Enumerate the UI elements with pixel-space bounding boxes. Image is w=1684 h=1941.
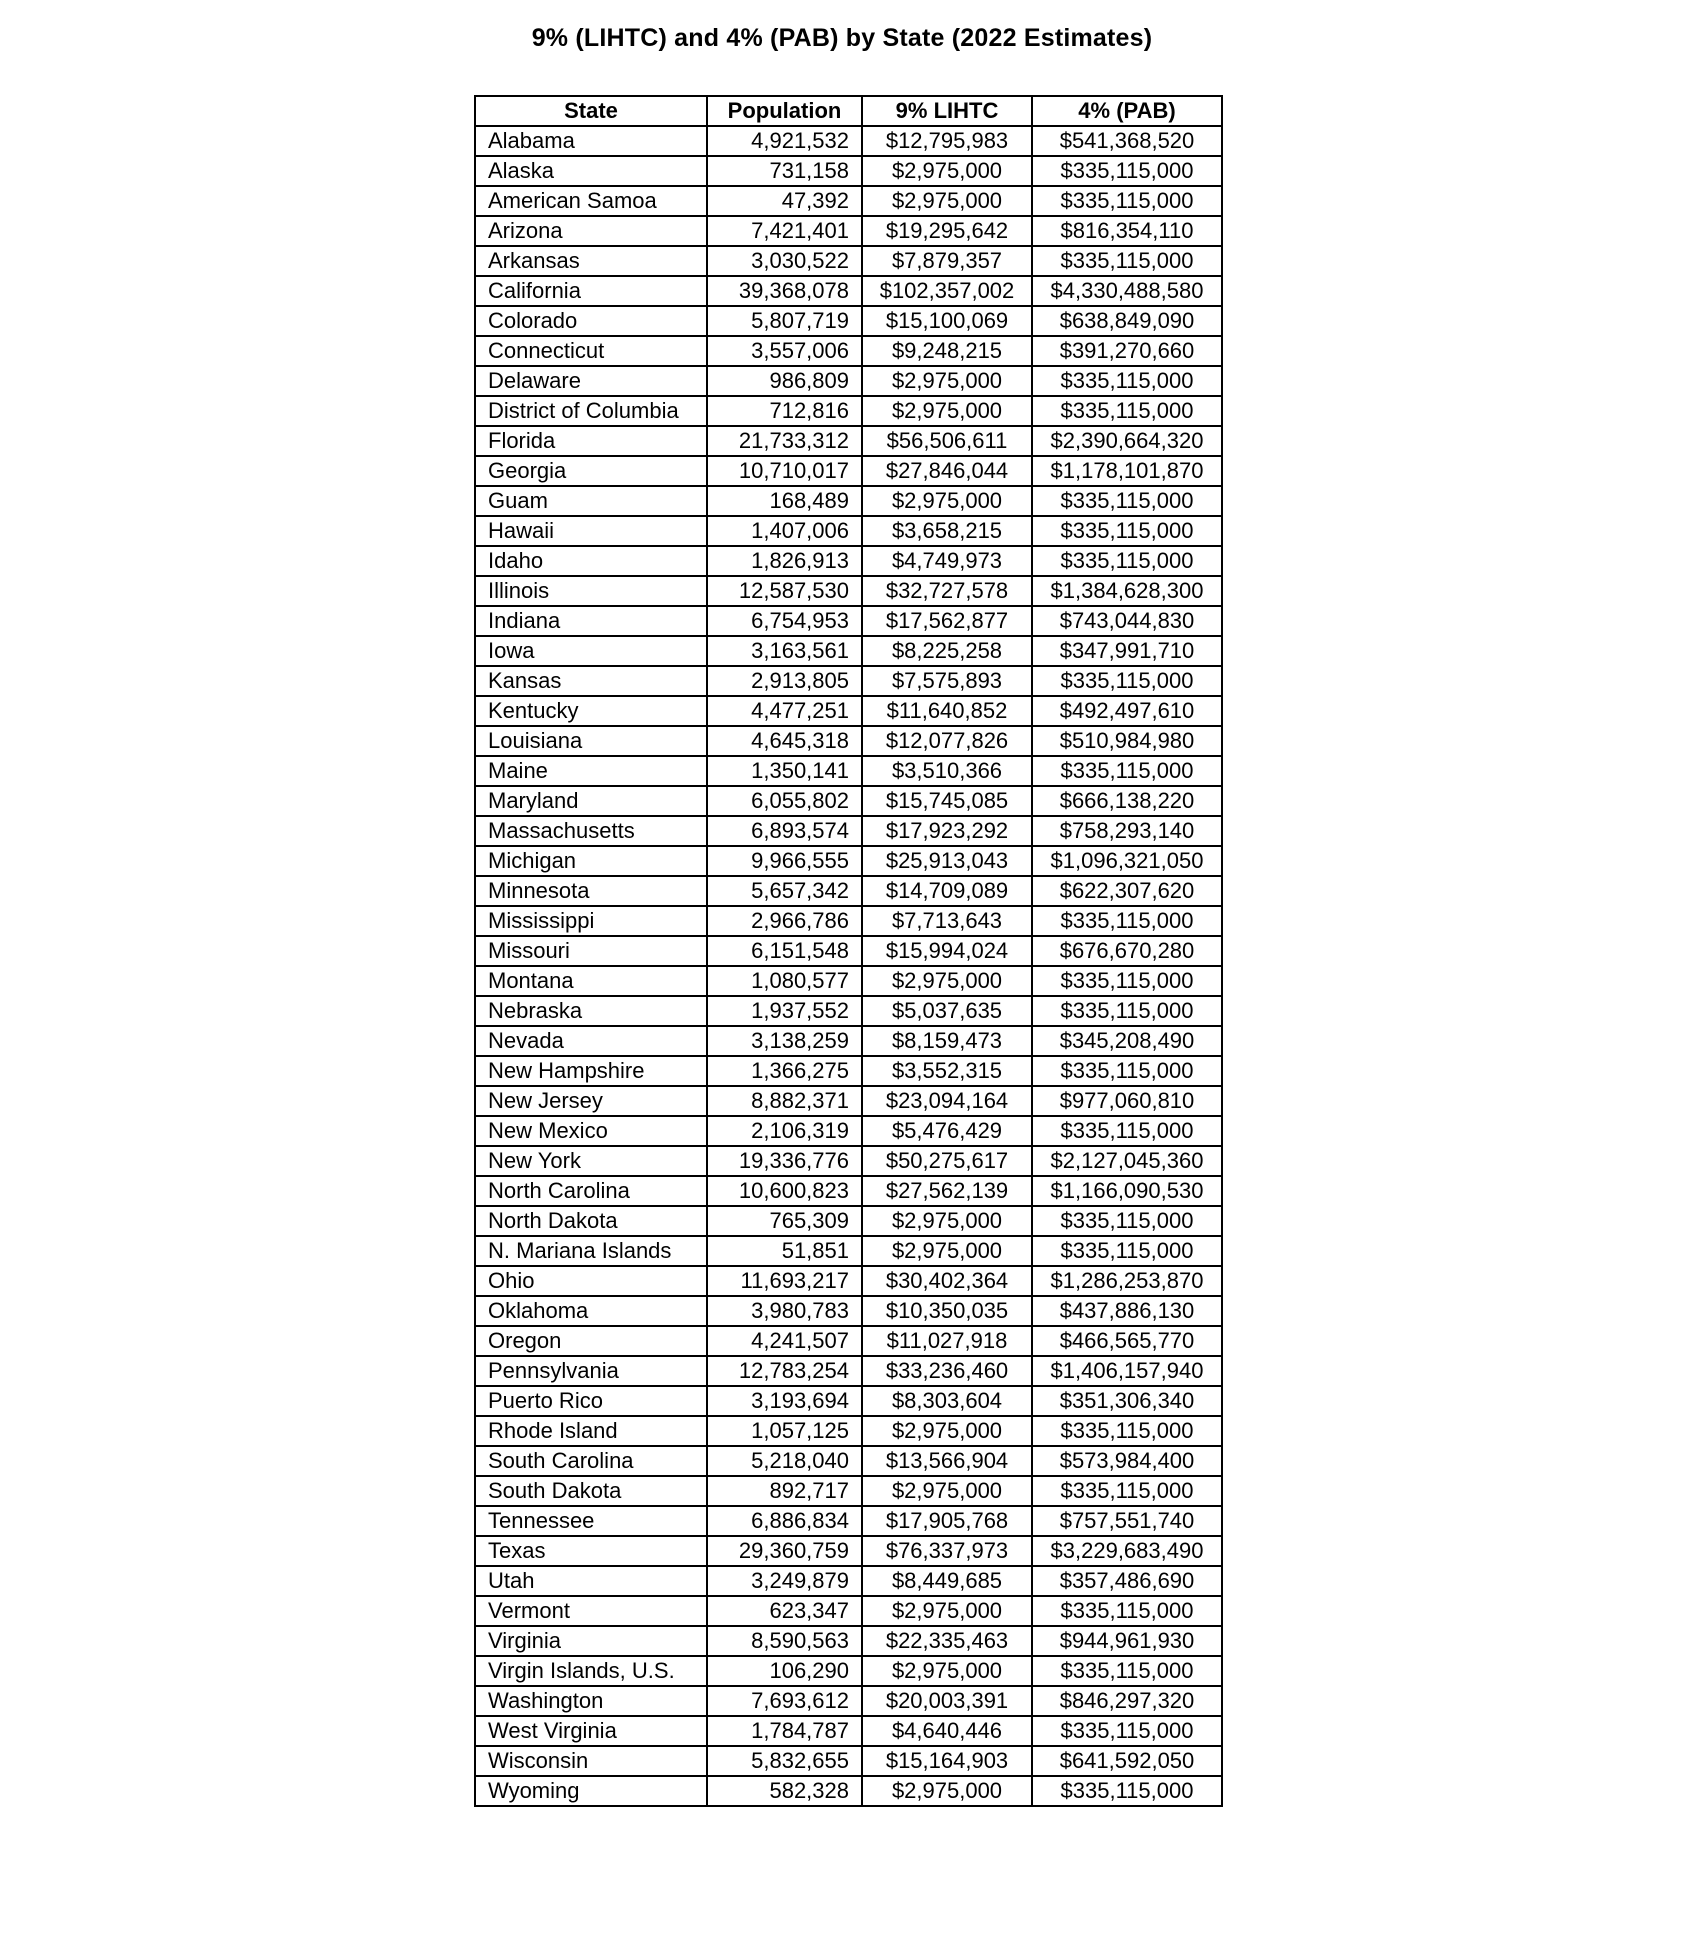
cell-population: 29,360,759 <box>707 1536 862 1566</box>
table-row <box>475 516 1222 546</box>
cell-population: 1,080,577 <box>707 966 862 996</box>
cell-lihtc: $23,094,164 <box>862 1086 1032 1116</box>
cell-population: 5,657,342 <box>707 876 862 906</box>
table-row <box>475 1716 1222 1746</box>
cell-lihtc: $17,905,768 <box>862 1506 1032 1536</box>
cell-state: Connecticut <box>475 336 707 366</box>
table-row <box>475 1086 1222 1116</box>
cell-lihtc: $20,003,391 <box>862 1686 1032 1716</box>
cell-state: Missouri <box>475 936 707 966</box>
table-row <box>475 876 1222 906</box>
cell-population: 39,368,078 <box>707 276 862 306</box>
cell-lihtc: $2,975,000 <box>862 1596 1032 1626</box>
cell-pab: $2,127,045,360 <box>1032 1146 1222 1176</box>
table-row <box>475 366 1222 396</box>
cell-pab: $335,115,000 <box>1032 966 1222 996</box>
cell-state: Pennsylvania <box>475 1356 707 1386</box>
table-body <box>475 126 1222 1806</box>
cell-state: Maine <box>475 756 707 786</box>
cell-pab: $816,354,110 <box>1032 216 1222 246</box>
cell-state: Maryland <box>475 786 707 816</box>
cell-lihtc: $56,506,611 <box>862 426 1032 456</box>
cell-state: Texas <box>475 1536 707 1566</box>
cell-population: 3,557,006 <box>707 336 862 366</box>
cell-lihtc: $2,975,000 <box>862 1206 1032 1236</box>
cell-pab: $335,115,000 <box>1032 516 1222 546</box>
table-row <box>475 1326 1222 1356</box>
cell-lihtc: $50,275,617 <box>862 1146 1032 1176</box>
table-row <box>475 1416 1222 1446</box>
cell-lihtc: $15,100,069 <box>862 306 1032 336</box>
table-row <box>475 966 1222 996</box>
table-row <box>475 576 1222 606</box>
cell-state: Utah <box>475 1566 707 1596</box>
cell-population: 2,913,805 <box>707 666 862 696</box>
cell-state: Michigan <box>475 846 707 876</box>
cell-lihtc: $8,303,604 <box>862 1386 1032 1416</box>
cell-population: 6,886,834 <box>707 1506 862 1536</box>
cell-state: New Jersey <box>475 1086 707 1116</box>
cell-state: Kansas <box>475 666 707 696</box>
cell-lihtc: $11,027,918 <box>862 1326 1032 1356</box>
cell-state: North Dakota <box>475 1206 707 1236</box>
cell-lihtc: $2,975,000 <box>862 1776 1032 1806</box>
cell-state: Oklahoma <box>475 1296 707 1326</box>
cell-pab: $335,115,000 <box>1032 1596 1222 1626</box>
cell-lihtc: $2,975,000 <box>862 1236 1032 1266</box>
cell-population: 1,784,787 <box>707 1716 862 1746</box>
cell-lihtc: $2,975,000 <box>862 396 1032 426</box>
cell-state: Iowa <box>475 636 707 666</box>
cell-lihtc: $5,037,635 <box>862 996 1032 1026</box>
table-row <box>475 756 1222 786</box>
column-header-state: State <box>475 96 707 126</box>
cell-pab: $541,368,520 <box>1032 126 1222 156</box>
cell-lihtc: $13,566,904 <box>862 1446 1032 1476</box>
cell-population: 623,347 <box>707 1596 862 1626</box>
cell-lihtc: $2,975,000 <box>862 186 1032 216</box>
cell-lihtc: $8,159,473 <box>862 1026 1032 1056</box>
table-row <box>475 816 1222 846</box>
cell-lihtc: $102,357,002 <box>862 276 1032 306</box>
cell-population: 1,826,913 <box>707 546 862 576</box>
column-header-pab: 4% (PAB) <box>1032 96 1222 126</box>
cell-lihtc: $10,350,035 <box>862 1296 1032 1326</box>
cell-lihtc: $25,913,043 <box>862 846 1032 876</box>
table-row <box>475 666 1222 696</box>
cell-state: Arizona <box>475 216 707 246</box>
cell-pab: $758,293,140 <box>1032 816 1222 846</box>
cell-lihtc: $8,449,685 <box>862 1566 1032 1596</box>
cell-lihtc: $17,562,877 <box>862 606 1032 636</box>
cell-pab: $638,849,090 <box>1032 306 1222 336</box>
cell-pab: $345,208,490 <box>1032 1026 1222 1056</box>
cell-population: 3,193,694 <box>707 1386 862 1416</box>
table-row <box>475 726 1222 756</box>
table-row <box>475 1026 1222 1056</box>
cell-pab: $666,138,220 <box>1032 786 1222 816</box>
cell-population: 5,218,040 <box>707 1446 862 1476</box>
cell-pab: $492,497,610 <box>1032 696 1222 726</box>
cell-state: Idaho <box>475 546 707 576</box>
cell-lihtc: $7,879,357 <box>862 246 1032 276</box>
cell-lihtc: $33,236,460 <box>862 1356 1032 1386</box>
cell-population: 4,241,507 <box>707 1326 862 1356</box>
cell-lihtc: $19,295,642 <box>862 216 1032 246</box>
cell-state: Louisiana <box>475 726 707 756</box>
table-row <box>475 1596 1222 1626</box>
cell-state: New York <box>475 1146 707 1176</box>
cell-pab: $335,115,000 <box>1032 1116 1222 1146</box>
cell-state: Kentucky <box>475 696 707 726</box>
cell-lihtc: $2,975,000 <box>862 366 1032 396</box>
cell-state: Florida <box>475 426 707 456</box>
cell-state: North Carolina <box>475 1176 707 1206</box>
cell-lihtc: $12,077,826 <box>862 726 1032 756</box>
cell-pab: $335,115,000 <box>1032 486 1222 516</box>
cell-lihtc: $2,975,000 <box>862 1476 1032 1506</box>
table-row <box>475 1656 1222 1686</box>
cell-population: 4,645,318 <box>707 726 862 756</box>
cell-population: 6,151,548 <box>707 936 862 966</box>
table-row <box>475 936 1222 966</box>
table-row <box>475 1146 1222 1176</box>
table-row <box>475 246 1222 276</box>
table-row <box>475 1776 1222 1806</box>
cell-pab: $757,551,740 <box>1032 1506 1222 1536</box>
cell-pab: $437,886,130 <box>1032 1296 1222 1326</box>
cell-state: Guam <box>475 486 707 516</box>
table-row <box>475 336 1222 366</box>
cell-lihtc: $17,923,292 <box>862 816 1032 846</box>
cell-population: 1,937,552 <box>707 996 862 1026</box>
cell-pab: $335,115,000 <box>1032 666 1222 696</box>
cell-state: South Carolina <box>475 1446 707 1476</box>
cell-pab: $335,115,000 <box>1032 1776 1222 1806</box>
cell-pab: $743,044,830 <box>1032 606 1222 636</box>
cell-population: 6,893,574 <box>707 816 862 846</box>
cell-lihtc: $32,727,578 <box>862 576 1032 606</box>
cell-population: 1,407,006 <box>707 516 862 546</box>
cell-population: 106,290 <box>707 1656 862 1686</box>
table-row <box>475 396 1222 426</box>
cell-state: West Virginia <box>475 1716 707 1746</box>
table-row <box>475 1506 1222 1536</box>
cell-state: Illinois <box>475 576 707 606</box>
cell-pab: $1,286,253,870 <box>1032 1266 1222 1296</box>
cell-pab: $1,406,157,940 <box>1032 1356 1222 1386</box>
cell-population: 3,980,783 <box>707 1296 862 1326</box>
cell-population: 1,057,125 <box>707 1416 862 1446</box>
cell-population: 2,966,786 <box>707 906 862 936</box>
cell-state: Alabama <box>475 126 707 156</box>
cell-lihtc: $2,975,000 <box>862 966 1032 996</box>
cell-pab: $1,178,101,870 <box>1032 456 1222 486</box>
table-row <box>475 996 1222 1026</box>
cell-state: Virginia <box>475 1626 707 1656</box>
table-row <box>475 1296 1222 1326</box>
table-row <box>475 426 1222 456</box>
cell-population: 8,882,371 <box>707 1086 862 1116</box>
cell-state: Colorado <box>475 306 707 336</box>
column-header-lihtc: 9% LIHTC <box>862 96 1032 126</box>
cell-lihtc: $11,640,852 <box>862 696 1032 726</box>
cell-state: New Mexico <box>475 1116 707 1146</box>
cell-population: 47,392 <box>707 186 862 216</box>
cell-pab: $335,115,000 <box>1032 546 1222 576</box>
cell-pab: $676,670,280 <box>1032 936 1222 966</box>
cell-population: 3,030,522 <box>707 246 862 276</box>
table-row <box>475 1206 1222 1236</box>
cell-state: Mississippi <box>475 906 707 936</box>
cell-state: New Hampshire <box>475 1056 707 1086</box>
table-row <box>475 846 1222 876</box>
column-header-population: Population <box>707 96 862 126</box>
cell-state: Hawaii <box>475 516 707 546</box>
table-row <box>475 1236 1222 1266</box>
cell-lihtc: $3,552,315 <box>862 1056 1032 1086</box>
cell-state: District of Columbia <box>475 396 707 426</box>
cell-population: 5,807,719 <box>707 306 862 336</box>
table-row <box>475 1056 1222 1086</box>
table-row <box>475 1266 1222 1296</box>
cell-population: 10,710,017 <box>707 456 862 486</box>
cell-state: Indiana <box>475 606 707 636</box>
table-row <box>475 786 1222 816</box>
cell-state: Vermont <box>475 1596 707 1626</box>
cell-pab: $641,592,050 <box>1032 1746 1222 1776</box>
cell-pab: $335,115,000 <box>1032 396 1222 426</box>
cell-population: 9,966,555 <box>707 846 862 876</box>
table-row <box>475 186 1222 216</box>
cell-population: 168,489 <box>707 486 862 516</box>
cell-pab: $977,060,810 <box>1032 1086 1222 1116</box>
cell-state: Arkansas <box>475 246 707 276</box>
cell-pab: $573,984,400 <box>1032 1446 1222 1476</box>
cell-population: 3,249,879 <box>707 1566 862 1596</box>
cell-population: 731,158 <box>707 156 862 186</box>
table-row <box>475 606 1222 636</box>
cell-pab: $944,961,930 <box>1032 1626 1222 1656</box>
table-row <box>475 1476 1222 1506</box>
cell-pab: $335,115,000 <box>1032 246 1222 276</box>
cell-pab: $335,115,000 <box>1032 186 1222 216</box>
cell-population: 3,163,561 <box>707 636 862 666</box>
cell-pab: $335,115,000 <box>1032 756 1222 786</box>
cell-state: Rhode Island <box>475 1416 707 1446</box>
cell-pab: $347,991,710 <box>1032 636 1222 666</box>
cell-pab: $622,307,620 <box>1032 876 1222 906</box>
table-row <box>475 1176 1222 1206</box>
cell-population: 6,754,953 <box>707 606 862 636</box>
cell-pab: $335,115,000 <box>1032 366 1222 396</box>
cell-population: 12,587,530 <box>707 576 862 606</box>
cell-population: 10,600,823 <box>707 1176 862 1206</box>
cell-lihtc: $7,713,643 <box>862 906 1032 936</box>
table-row <box>475 636 1222 666</box>
cell-lihtc: $15,994,024 <box>862 936 1032 966</box>
table-row <box>475 456 1222 486</box>
cell-population: 1,350,141 <box>707 756 862 786</box>
cell-state: Ohio <box>475 1266 707 1296</box>
cell-population: 986,809 <box>707 366 862 396</box>
cell-population: 19,336,776 <box>707 1146 862 1176</box>
cell-state: Oregon <box>475 1326 707 1356</box>
table-row <box>475 696 1222 726</box>
cell-state: Georgia <box>475 456 707 486</box>
table-row <box>475 126 1222 156</box>
cell-pab: $335,115,000 <box>1032 996 1222 1026</box>
cell-pab: $335,115,000 <box>1032 1206 1222 1236</box>
table-row <box>475 1386 1222 1416</box>
cell-lihtc: $3,510,366 <box>862 756 1032 786</box>
cell-pab: $1,384,628,300 <box>1032 576 1222 606</box>
cell-state: South Dakota <box>475 1476 707 1506</box>
cell-pab: $335,115,000 <box>1032 1416 1222 1446</box>
cell-population: 21,733,312 <box>707 426 862 456</box>
cell-state: Virgin Islands, U.S. <box>475 1656 707 1686</box>
cell-lihtc: $27,846,044 <box>862 456 1032 486</box>
cell-state: Puerto Rico <box>475 1386 707 1416</box>
cell-population: 582,328 <box>707 1776 862 1806</box>
cell-pab: $335,115,000 <box>1032 1056 1222 1086</box>
cell-lihtc: $27,562,139 <box>862 1176 1032 1206</box>
cell-lihtc: $7,575,893 <box>862 666 1032 696</box>
table-row <box>475 1626 1222 1656</box>
cell-pab: $1,096,321,050 <box>1032 846 1222 876</box>
cell-lihtc: $2,975,000 <box>862 1656 1032 1686</box>
cell-population: 892,717 <box>707 1476 862 1506</box>
cell-state: Wyoming <box>475 1776 707 1806</box>
cell-state: Nevada <box>475 1026 707 1056</box>
table-row <box>475 1686 1222 1716</box>
table-row <box>475 216 1222 246</box>
table-row <box>475 486 1222 516</box>
table-row <box>475 1746 1222 1776</box>
cell-lihtc: $12,795,983 <box>862 126 1032 156</box>
cell-population: 3,138,259 <box>707 1026 862 1056</box>
cell-pab: $335,115,000 <box>1032 1656 1222 1686</box>
table-row <box>475 906 1222 936</box>
cell-population: 4,477,251 <box>707 696 862 726</box>
cell-state: Minnesota <box>475 876 707 906</box>
header-row <box>475 96 1222 126</box>
page-title: 9% (LIHTC) and 4% (PAB) by State (2022 Estimates) <box>531 24 1153 52</box>
cell-population: 4,921,532 <box>707 126 862 156</box>
cell-lihtc: $2,975,000 <box>862 1416 1032 1446</box>
cell-lihtc: $5,476,429 <box>862 1116 1032 1146</box>
table-row <box>475 1356 1222 1386</box>
cell-lihtc: $8,225,258 <box>862 636 1032 666</box>
table-row <box>475 1116 1222 1146</box>
cell-pab: $2,390,664,320 <box>1032 426 1222 456</box>
table-row <box>475 276 1222 306</box>
cell-population: 1,366,275 <box>707 1056 862 1086</box>
cell-lihtc: $76,337,973 <box>862 1536 1032 1566</box>
cell-pab: $846,297,320 <box>1032 1686 1222 1716</box>
cell-population: 765,309 <box>707 1206 862 1236</box>
cell-pab: $335,115,000 <box>1032 156 1222 186</box>
cell-pab: $335,115,000 <box>1032 1716 1222 1746</box>
cell-state: N. Mariana Islands <box>475 1236 707 1266</box>
cell-pab: $391,270,660 <box>1032 336 1222 366</box>
cell-population: 51,851 <box>707 1236 862 1266</box>
cell-lihtc: $3,658,215 <box>862 516 1032 546</box>
cell-state: Montana <box>475 966 707 996</box>
cell-state: Delaware <box>475 366 707 396</box>
cell-population: 8,590,563 <box>707 1626 862 1656</box>
cell-population: 2,106,319 <box>707 1116 862 1146</box>
table-row <box>475 306 1222 336</box>
cell-pab: $351,306,340 <box>1032 1386 1222 1416</box>
cell-lihtc: $4,749,973 <box>862 546 1032 576</box>
cell-lihtc: $14,709,089 <box>862 876 1032 906</box>
table-header <box>475 96 1222 126</box>
cell-state: Tennessee <box>475 1506 707 1536</box>
table-row <box>475 546 1222 576</box>
cell-lihtc: $2,975,000 <box>862 156 1032 186</box>
cell-state: Massachusetts <box>475 816 707 846</box>
cell-pab: $357,486,690 <box>1032 1566 1222 1596</box>
cell-lihtc: $4,640,446 <box>862 1716 1032 1746</box>
cell-population: 6,055,802 <box>707 786 862 816</box>
cell-state: Wisconsin <box>475 1746 707 1776</box>
cell-population: 712,816 <box>707 396 862 426</box>
cell-population: 5,832,655 <box>707 1746 862 1776</box>
cell-pab: $466,565,770 <box>1032 1326 1222 1356</box>
cell-lihtc: $15,164,903 <box>862 1746 1032 1776</box>
cell-population: 12,783,254 <box>707 1356 862 1386</box>
cell-pab: $335,115,000 <box>1032 1236 1222 1266</box>
cell-pab: $335,115,000 <box>1032 1476 1222 1506</box>
cell-state: Washington <box>475 1686 707 1716</box>
allocation-table <box>474 95 1223 1807</box>
cell-pab: $510,984,980 <box>1032 726 1222 756</box>
table-row <box>475 1566 1222 1596</box>
table-row <box>475 1536 1222 1566</box>
cell-pab: $3,229,683,490 <box>1032 1536 1222 1566</box>
cell-state: Nebraska <box>475 996 707 1026</box>
cell-lihtc: $22,335,463 <box>862 1626 1032 1656</box>
cell-population: 7,693,612 <box>707 1686 862 1716</box>
cell-lihtc: $15,745,085 <box>862 786 1032 816</box>
cell-lihtc: $2,975,000 <box>862 486 1032 516</box>
table-row <box>475 156 1222 186</box>
cell-population: 11,693,217 <box>707 1266 862 1296</box>
cell-state: California <box>475 276 707 306</box>
table-row <box>475 1446 1222 1476</box>
cell-population: 7,421,401 <box>707 216 862 246</box>
cell-state: American Samoa <box>475 186 707 216</box>
cell-lihtc: $30,402,364 <box>862 1266 1032 1296</box>
cell-state: Alaska <box>475 156 707 186</box>
cell-pab: $335,115,000 <box>1032 906 1222 936</box>
cell-pab: $4,330,488,580 <box>1032 276 1222 306</box>
cell-lihtc: $9,248,215 <box>862 336 1032 366</box>
cell-pab: $1,166,090,530 <box>1032 1176 1222 1206</box>
